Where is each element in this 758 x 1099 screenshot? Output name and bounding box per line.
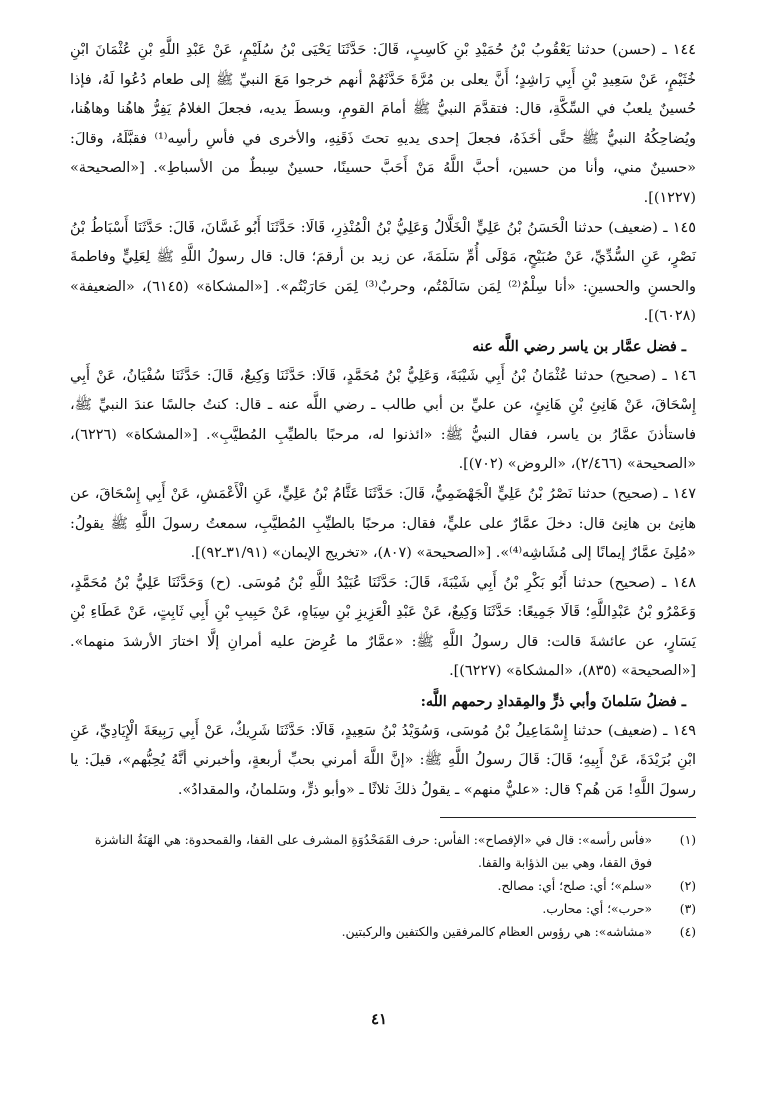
hadith-148: ١٤٨ ـ (صحيح) حدثنا أَبُو بَكْرِ بْنُ أَبِي شَيْبَةَ، قَالَ: حَدَّثَنَا عُبَيْدُ اللَّهِ بْنُ مُوسَى. (ح) وَحَدَّثَنَا عَلِيُّ بْنُ مُحَمَّدٍ، وَعَمْرُو بْنُ عَبْدِاللَّهِ؛ قَالَا جَمِيعًا: حَدَّثَنَا وَكِيعٌ، عَنْ عَبْدِ الْعَزِيزِ بْنِ سِيَاهٍ، عَنْ حَبِيبِ بْنِ أَبِي ثَابِتٍ، عَنْ عَطَاءِ بْنِ يَسَارٍ، عن عائشةَ قالت: قال رسولُ اللَّهِ ﷺ: «عمَّارٌ ما عُرِضَ عليه أمرانِ إلَّا اختارَ الأرشدَ منهما». [«الصحيحة» (٨٣٥)، «المشكاة» (٦٢٢٧)].: [70, 574, 696, 680]
footnote: [70, 875, 696, 898]
hadith-146: ١٤٦ ـ (صحيح) حدثنا عُثْمَانُ بْنُ أَبِي شَيْبَةَ، وَعَلِيُّ بْنُ مُحَمَّدٍ، قَالَا: حَدَّثَنَا وَكِيعٌ، قَالَ: حَدَّثَنَا سُفْيَانُ، عَنْ أَبِي إِسْحَاقَ، عَنْ هَانِئِ بْنِ هَانِئٍ، عن عليِّ بن أبي طالب ـ رضي اللَّه عنه ـ قال: كنتُ جالسًا عندَ النبيِّ ﷺ، فاستأذنَ عمَّارُ بن ياسر، فقال النبيُّ ﷺ: «ائذنوا له، مرحبًا بالطيِّبِ المُطيَّبِ». [«المشكاة» (٦٢٢٦)، «الصحيحة» (٢/٤٦٦)، «الروض» (٧٠٢)].: [70, 367, 696, 473]
section-heading-salman: ـ فضلُ سَلمانَ وأبي ذرٍّ والمِقدادِ رحمهم اللَّه:: [420, 693, 686, 711]
footnote-number: (٢): [679, 879, 696, 893]
footnote-text: «فأس رأسه»: قال في «الإفصاح»: الفأس: حرف القَمَحْدُوَةِ المشرف على القفا، والقمحدوة: هي الهَنَةُ الناشزة فوق القفا، وهي بين الذؤابة والقفا.: [94, 833, 652, 870]
section-heading-ammar: ـ فضل عمَّار بن ياسر رضي اللَّه عنه: [472, 337, 686, 355]
page-number: ٤١: [370, 1010, 388, 1028]
hadith-145: ١٤٥ ـ (ضعيف) حدثنا الْحَسَنُ بْنُ عَلِيٍّ الْخَلَّالُ وَعَلِيُّ بْنُ الْمُنْذِرِ، قَالَا: حَدَّثَنَا أَبُو غَسَّانَ، قَالَ: حَدَّثَنَا أَسْبَاطُ بْنُ نَصْرٍ، عَنِ السُّدِّيِّ، عَنْ صُبَيْحٍ، مَوْلَى أُمِّ سَلَمَةَ، عن زيد بن أرقمَ؛ قال: قال رسولُ اللَّهِ ﷺ لِعَلِيٍّ وفاطمةَ والحسنِ والحسينِ: «أنا سِلْمٌ⁽²⁾ لِمَن سَالَمْتُم، وحربٌ⁽³⁾ لِمَن حَارَبْتُم». [«المشكاة» (٦١٤٥)، «الضعيفة» (٦٠٢٨)].: [70, 219, 696, 325]
hadith-149: ١٤٩ ـ (ضعيف) حدثنا إِسْمَاعِيلُ بْنُ مُوسَى، وَسُوَيْدُ بْنُ سَعِيدٍ، قَالَا: حَدَّثَنَا شَرِيكٌ، عَنْ أَبِي رَبِيعَةَ الْإِيَادِيِّ، عَنِ ابْنِ بُرَيْدَةَ، عَنْ أَبِيهِ؛ قَالَ: قَالَ رسولُ اللَّهِ ﷺ: «إنَّ اللَّهَ أمرني بحبِّ أربعةٍ، وأخبرني أنَّهُ يُحِبُّهم»، قيلَ: يا رسولَ اللَّهِ! مَن هُم؟ قال: «عليٌّ منهم» ـ يقولُ ذلكَ ثلاثًا ـ «وأبو ذرٍّ، وسَلمانُ، والمقدادُ».: [70, 722, 696, 798]
footnote-separator: [440, 817, 696, 818]
footnote-text: «حرب»؛ أي: محارب.: [542, 902, 652, 916]
hadith-147: ١٤٧ ـ (صحيح) حدثنا نَصْرُ بْنُ عَلِيٍّ الْجَهْضَمِيُّ، قَالَ: حَدَّثَنَا عَثَّامُ بْنُ عَلِيٍّ، عَنِ الْأَعْمَشِ، عَنْ أَبِي إِسْحَاقَ، عن هانِئ بن هانِئ قال: دخلَ عمَّارٌ على عليٍّ، فقال: مرحبًا بالطيِّبِ المُطيَّبِ، سمعتُ رسولَ اللَّهِ ﷺ يقولُ: «مُلِئَ عمَّارٌ إيمانًا إلى مُشَاشِه⁽⁴⁾». [«الصحيحة» (٨٠٧)، «تخريج الإيمان» (٣١/٩١ـ٩٢)].: [70, 485, 696, 562]
footnote: [70, 898, 696, 921]
footnote-number: (٤): [679, 925, 696, 939]
hadith-144: ١٤٤ ـ (حسن) حدثنا يَعْقُوبُ بْنُ حُمَيْدِ بْنِ كَاسِبٍ، قَالَ: حَدَّثَنَا يَحْيَى بْنُ سُلَيْمٍ، عَنْ عَبْدِ اللَّهِ بْنِ عُثْمَانَ ابْنِ خُثَيْمٍ، عَنْ سَعِيدِ بْنِ أَبِي رَاشِدٍ؛ أَنَّ يعلى بن مُرَّةَ حَدَّثَهُمْ أنهم خرجوا مَعَ النبيِّ ﷺ إلى طعام دُعُوا لَهُ، فإذا حُسينٌ يلعبُ في السِّكَّةِ، قال: فتقدَّمَ النبيُّ ﷺ أمامَ القومِ، وبسطَ يديه، فجعلَ الغلامُ يَفِرُّ هاهُنا وهاهُنا، ويُضاحِكُهُ النبيُّ ﷺ حتَّى أخَذَهُ، فجعلَ إحدى يديهِ تحتَ ذَقَنِهِ، والأخرى في فأسِ رأسِه⁽¹⁾ فقبَّلَهُ، وقالَ: «حسينٌ مني، وأنا من حسين، أحبَّ اللَّهُ مَنْ أَحَبَّ حسينًا، حسينٌ سِبطٌ من الأسباطِ». [«الصحيحة» (١٢٢٧)].: [70, 42, 696, 206]
footnote-text: «سلم»؛ أي: صلح؛ أي: مصالح.: [497, 879, 652, 893]
main-text: [70, 36, 696, 805]
footnote: [70, 829, 696, 875]
footnote-number: (١): [679, 833, 696, 847]
footnote-number: (٣): [679, 902, 696, 916]
footnote-text: «مشاشه»: هي رؤوس العظام كالمرفقين والكتفين والركبتين.: [341, 925, 652, 939]
footnote: [70, 921, 696, 944]
footnotes: [70, 829, 696, 944]
